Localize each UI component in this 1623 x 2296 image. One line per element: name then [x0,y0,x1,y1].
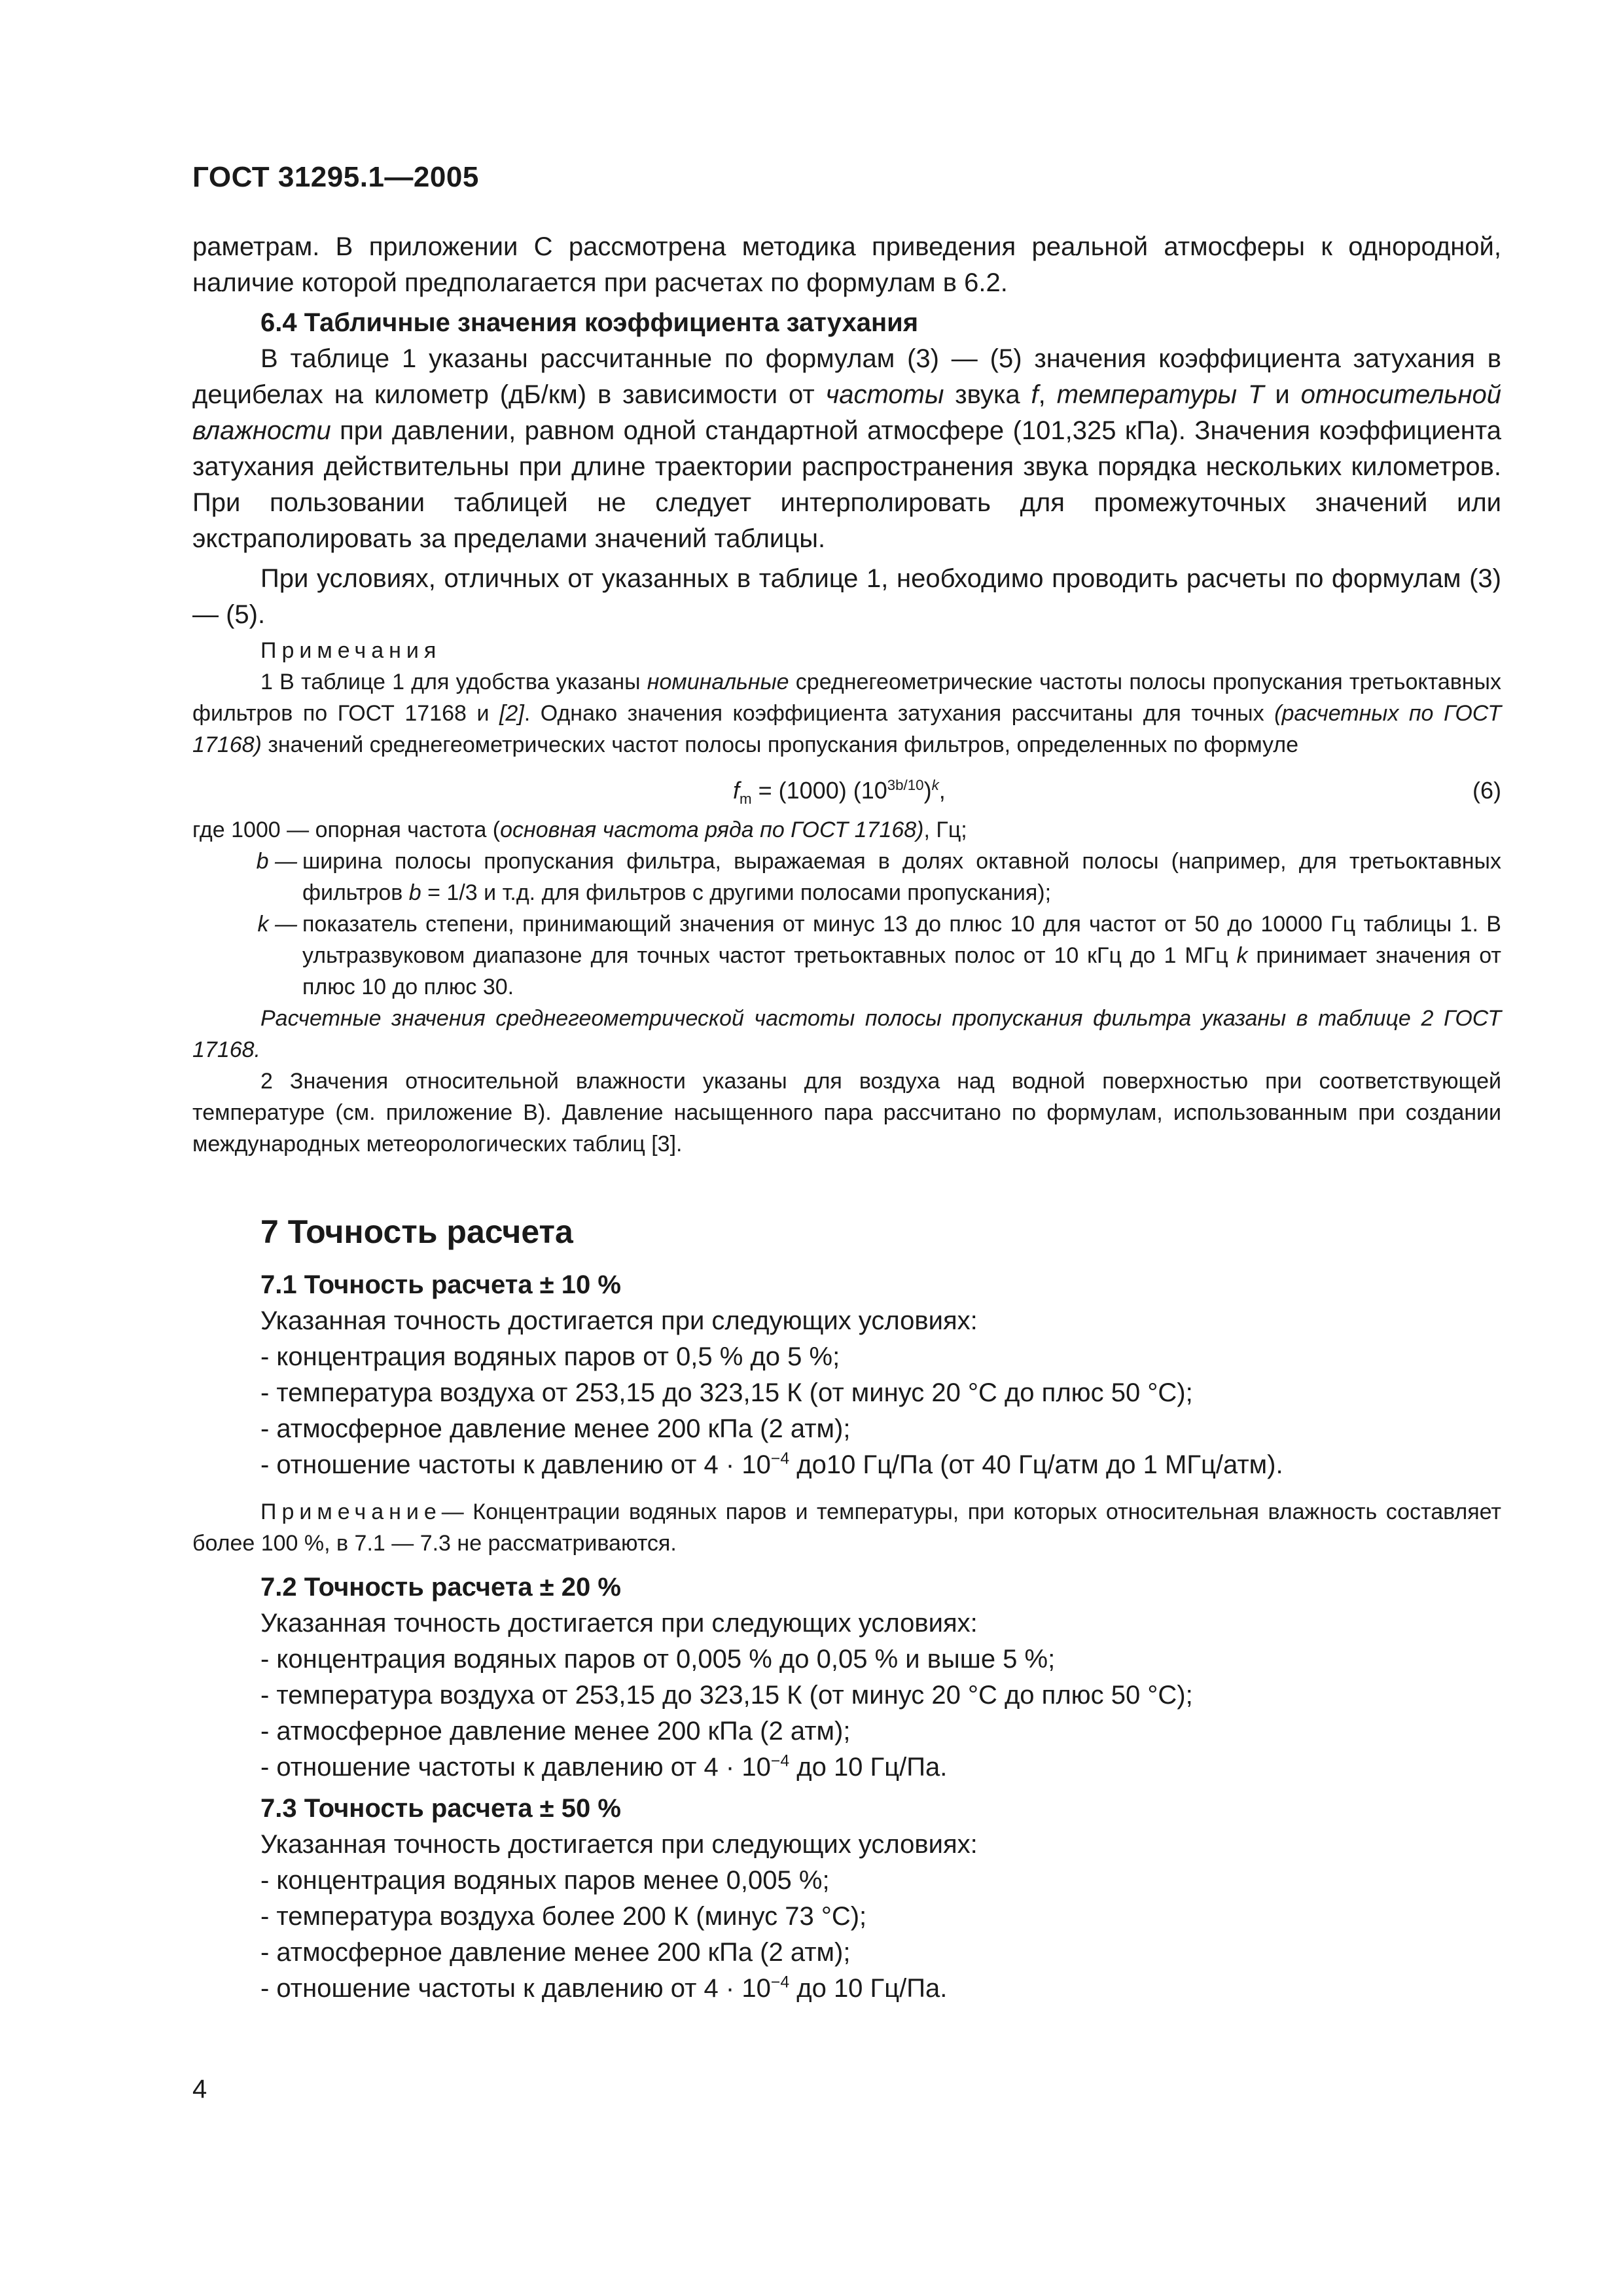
italic-remark: Расчетные значения среднегеометрической частоты полосы пропускания фильтра указаны в таблице 2 ГОСТ 17168. [192,1006,1501,1062]
formula-number: (6) [1472,777,1501,804]
section-7-block [192,1214,1501,2007]
section-7-heading: 7 Точность расчета [260,1213,573,1250]
list-item: Указанная точность достигается при следующих условиях: [260,1609,978,1638]
section-7-2-heading: 7.2 Точность расчета ± 20 % [260,1573,621,1602]
note-2: 2 Значения относительной влажности указаны для воздуха над водной поверхностью при соответствующей температуре (см. приложение В). Давление насыщенного пара рассчитано по формулам, использованным при создании международных метеорологических таблиц [3]. [192,1069,1501,1157]
section-7-3-heading: 7.3 Точность расчета ± 50 % [260,1794,621,1823]
section-6-4-block [192,229,1501,633]
note-1: 1 В таблице 1 для удобства указаны номинальные среднегеометрические частоты полосы пропускания третьоктавных фильтров по ГОСТ 17168 и [2]. Однако значения коэффициента затухания рассчитаны для точных (расчетных по ГОСТ 17168) значений среднегеометрических частот полосы пропускания фильтров, определенных по формуле [192,670,1501,757]
page-number: 4 [192,2075,207,2104]
list-item: - отношение частоты к давлению от $4 \cdot 10^{-4}$ до 10 Гц/Па. [260,1973,948,2003]
list-item: - температура воздуха от 253,15 до 323,15 К (от минус 20 °С до плюс 50 °С); [260,1681,1193,1710]
section-7-3-list [192,1827,1501,2007]
list-item: - атмосферное давление менее 200 кПа (2 атм); [260,1414,851,1443]
section-6-4-paragraph-2: При условиях, отличных от указанных в таблице 1, необходимо проводить расчеты по формулам (3) — (5). [192,564,1501,629]
list-item: Указанная точность достигается при следующих условиях: [260,1306,978,1335]
section-7-1-heading: 7.1 Точность расчета ± 10 % [260,1270,621,1299]
intro-paragraph: раметрам. В приложении С рассмотрена методика приведения реальной атмосферы к однородной, наличие которой предполагается при расчетах по формулам в 6.2. [192,232,1501,297]
where-definition: где 1000 — опорная частота (основная частота ряда по ГОСТ 17168), Гц; [192,817,967,842]
notes-block [192,635,1501,1160]
section-6-4-paragraph-1: В таблице 1 указаны рассчитанные по формулам (3) — (5) значения коэффициента затухания в децибелах на километр (дБ/км) в зависимости от частоты звука f, температуры T и относительной влажности при давлении, равном одной стандартной атмосфере (101,325 кПа). Значения коэффициента затухания действительны при длине траектории распространения звука порядка нескольких километров. При пользовании таблицей не следует интерполировать для промежуточных значений или экстраполировать за пределами значений таблицы. [192,344,1502,553]
section-7-2-list [192,1605,1501,1785]
list-item: - концентрация водяных паров от 0,005 % до 0,05 % и выше 5 %; [260,1645,1056,1674]
section-6-4-heading: 6.4 Табличные значения коэффициента затухания [260,308,919,337]
b-definition: b — ширина полосы пропускания фильтра, выражаемая в долях октавной полосы (например, для третьоктавных фильтров b = 1/3 и т.д. для фильтров с другими полосами пропускания); [256,849,1501,905]
section-7-1-list [192,1303,1501,1483]
list-item: - концентрация водяных паров от 0,5 % до 5 %; [260,1342,840,1371]
section-7-1-note: Примечание— Концентрации водяных паров и температуры, при которых относительная влажность составляет более 100 %, в 7.1 — 7.3 не рассматриваются. [192,1499,1501,1556]
list-item: - отношение частоты к давлению от $4 \cdot 10^{-4}$ до 10 Гц/Па. [260,1752,948,1782]
list-item: - отношение частоты к давлению от $4 \cdot 10^{-4}$ до10 Гц/Па (от 40 Гц/атм до 1 МГц/атм). [260,1450,1283,1479]
list-item: Указанная точность достигается при следующих условиях: [260,1830,978,1859]
list-item: - температура воздуха от 253,15 до 323,15 К (от минус 20 °С до плюс 50 °С); [260,1378,1193,1407]
list-item: - концентрация водяных паров менее 0,005 %; [260,1866,830,1895]
notes-label: Примечания [260,638,442,663]
list-item: - атмосферное давление менее 200 кПа (2 атм); [260,1938,851,1967]
list-item: - температура воздуха более 200 К (минус 73 °С); [260,1902,867,1931]
formula-expression: $f_m = (1000)$ $(10^{3b/10})^k$, [733,777,946,808]
document-header: ГОСТ 31295.1—2005 [192,161,479,193]
formula-6 [192,775,1501,814]
list-item: - атмосферное давление менее 200 кПа (2 атм); [260,1717,851,1746]
k-definition: k — показатель степени, принимающий значения от минус 13 до плюс 10 для частот от 50 до 10000 Гц таблицы 1. В ультразвуковом диапазоне для точных частот третьоктавных полос от 10 кГц до 1 МГц k принимает значения от плюс 10 до плюс 30. [257,912,1501,999]
